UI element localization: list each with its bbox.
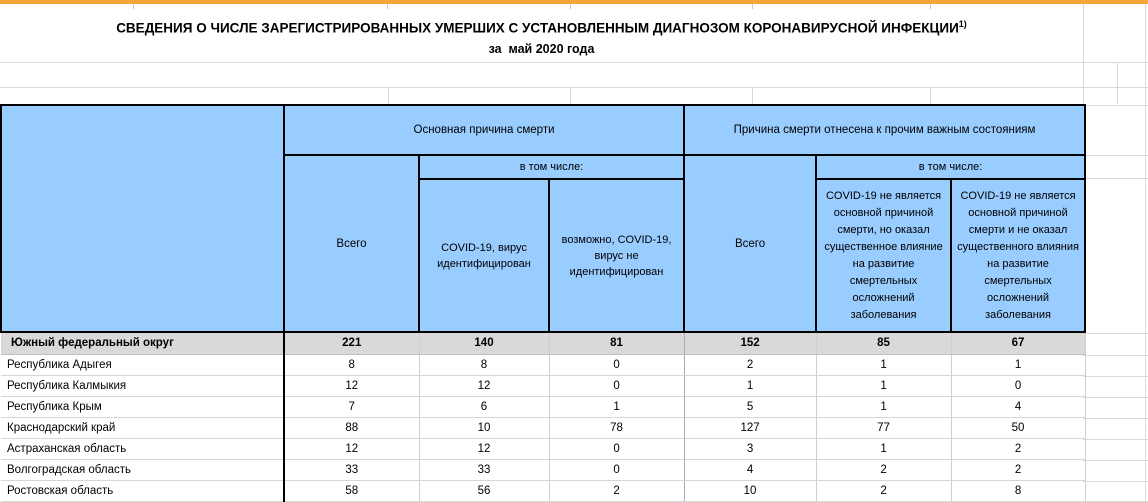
- report-subtitle: за май 2020 года: [488, 41, 595, 56]
- value-cell[interactable]: 4: [951, 396, 1085, 417]
- gridline: [387, 4, 388, 9]
- region-row: [1, 459, 1085, 480]
- header-including-main-cause[interactable]: в том числе:: [419, 155, 684, 179]
- gridline: [1145, 4, 1146, 502]
- value-cell[interactable]: 12: [284, 375, 419, 396]
- header-main-cause-group[interactable]: Основная причина смерти: [284, 105, 684, 155]
- region-row: [1, 480, 1085, 501]
- gridline: [133, 4, 134, 9]
- region-name-cell[interactable]: Республика Адыгея: [1, 354, 284, 375]
- value-cell[interactable]: 81: [549, 332, 684, 354]
- gridline: [1083, 376, 1148, 377]
- corner-cell[interactable]: [1, 105, 284, 332]
- gridline: [930, 87, 931, 104]
- value-cell[interactable]: 0: [549, 375, 684, 396]
- header-other-conditions-group[interactable]: Причина смерти отнесена к прочим важным состояниям: [684, 105, 1085, 155]
- region-name-cell[interactable]: Южный федеральный округ: [1, 332, 284, 354]
- value-cell[interactable]: 50: [951, 417, 1085, 438]
- value-cell[interactable]: 78: [549, 417, 684, 438]
- covid-deaths-table: [0, 104, 1086, 502]
- value-cell[interactable]: 56: [419, 480, 549, 501]
- value-cell[interactable]: 5: [684, 396, 816, 417]
- value-cell[interactable]: 33: [284, 459, 419, 480]
- value-cell[interactable]: 127: [684, 417, 816, 438]
- value-cell[interactable]: 58: [284, 480, 419, 501]
- value-cell[interactable]: 85: [816, 332, 951, 354]
- region-name-cell[interactable]: Краснодарский край: [1, 417, 284, 438]
- value-cell[interactable]: 0: [549, 438, 684, 459]
- gridline: [1083, 105, 1148, 106]
- region-name-cell[interactable]: Волгоградская область: [1, 459, 284, 480]
- gridline: [1083, 4, 1084, 104]
- region-row: [1, 375, 1085, 396]
- value-cell[interactable]: 1: [684, 375, 816, 396]
- gridline: [570, 4, 571, 9]
- region-name-cell[interactable]: Ростовская область: [1, 480, 284, 501]
- value-cell[interactable]: 77: [816, 417, 951, 438]
- report-title-text: СВЕДЕНИЯ О ЧИСЛЕ ЗАРЕГИСТРИРОВАННЫХ УМЕРШИХ С УСТАНОВЛЕННЫМ ДИАГНОЗОМ КОРОНАВИРУСНОЙ ИНФЕКЦИИ: [116, 20, 959, 36]
- value-cell[interactable]: 140: [419, 332, 549, 354]
- header-covid-not-identified[interactable]: возможно, COVID-19, вирус не идентифицирован: [549, 179, 684, 332]
- value-cell[interactable]: 7: [284, 396, 419, 417]
- region-name-cell[interactable]: Астраханская область: [1, 438, 284, 459]
- value-cell[interactable]: 1: [816, 375, 951, 396]
- value-cell[interactable]: 33: [419, 459, 549, 480]
- gridline: [752, 87, 753, 104]
- gridline: [1083, 333, 1148, 334]
- value-cell[interactable]: 1: [816, 438, 951, 459]
- region-row: [1, 354, 1085, 375]
- value-cell[interactable]: 4: [684, 459, 816, 480]
- gridline: [1083, 439, 1148, 440]
- value-cell[interactable]: 12: [419, 375, 549, 396]
- gridline: [570, 87, 571, 104]
- value-cell[interactable]: 2: [951, 438, 1085, 459]
- gridline: [0, 87, 1148, 88]
- value-cell[interactable]: 8: [284, 354, 419, 375]
- gridline: [752, 4, 753, 9]
- district-total-row: [1, 332, 1085, 354]
- gridline: [1083, 355, 1148, 356]
- gridline: [0, 62, 1148, 63]
- value-cell[interactable]: 221: [284, 332, 419, 354]
- value-cell[interactable]: 1: [816, 396, 951, 417]
- region-name-cell[interactable]: Республика Калмыкия: [1, 375, 284, 396]
- top-accent-bar: [0, 0, 1148, 4]
- gridline: [1083, 397, 1148, 398]
- header-covid-not-main-influenced[interactable]: COVID-19 не является основной причиной смерти, но оказал существенное влияние на развитие смертельных осложнений заболевания: [816, 179, 951, 332]
- value-cell[interactable]: 2: [816, 480, 951, 501]
- value-cell[interactable]: 2: [549, 480, 684, 501]
- gridline: [930, 4, 931, 9]
- value-cell[interactable]: 1: [549, 396, 684, 417]
- report-title-footnote-mark: 1): [958, 19, 967, 29]
- value-cell[interactable]: 8: [951, 480, 1085, 501]
- region-row: [1, 438, 1085, 459]
- region-row: [1, 396, 1085, 417]
- header-including-other-conditions[interactable]: в том числе:: [816, 155, 1085, 179]
- header-covid-identified[interactable]: COVID-19, вирус идентифицирован: [419, 179, 549, 332]
- value-cell[interactable]: 3: [684, 438, 816, 459]
- gridline: [1117, 62, 1118, 104]
- value-cell[interactable]: 0: [549, 354, 684, 375]
- value-cell[interactable]: 0: [951, 375, 1085, 396]
- value-cell[interactable]: 12: [284, 438, 419, 459]
- gridline: [1083, 460, 1148, 461]
- region-row: [1, 417, 1085, 438]
- report-title-block: [0, 15, 1083, 58]
- gridline: [1083, 178, 1148, 179]
- value-cell[interactable]: 2: [951, 459, 1085, 480]
- value-cell[interactable]: 6: [419, 396, 549, 417]
- gridline: [1083, 155, 1148, 156]
- value-cell[interactable]: 1: [816, 354, 951, 375]
- gridline: [1083, 418, 1148, 419]
- header-total-other-conditions[interactable]: Всего: [684, 155, 816, 332]
- gridline: [388, 87, 389, 104]
- value-cell[interactable]: 10: [419, 417, 549, 438]
- value-cell[interactable]: 67: [951, 332, 1085, 354]
- value-cell[interactable]: 0: [549, 459, 684, 480]
- value-cell[interactable]: 10: [684, 480, 816, 501]
- value-cell[interactable]: 152: [684, 332, 816, 354]
- value-cell[interactable]: 2: [816, 459, 951, 480]
- value-cell[interactable]: 88: [284, 417, 419, 438]
- value-cell[interactable]: 12: [419, 438, 549, 459]
- region-name-cell[interactable]: Республика Крым: [1, 396, 284, 417]
- header-total-main-cause[interactable]: Всего: [284, 155, 419, 332]
- header-covid-not-main-no-influence[interactable]: COVID-19 не является основной причиной смерти и не оказал существенного влияния на развитие смертельных осложнений заболевания: [951, 179, 1085, 332]
- value-cell[interactable]: 1: [951, 354, 1085, 375]
- value-cell[interactable]: 2: [684, 354, 816, 375]
- value-cell[interactable]: 8: [419, 354, 549, 375]
- gridline: [1083, 481, 1148, 482]
- report-title: [0, 15, 1083, 38]
